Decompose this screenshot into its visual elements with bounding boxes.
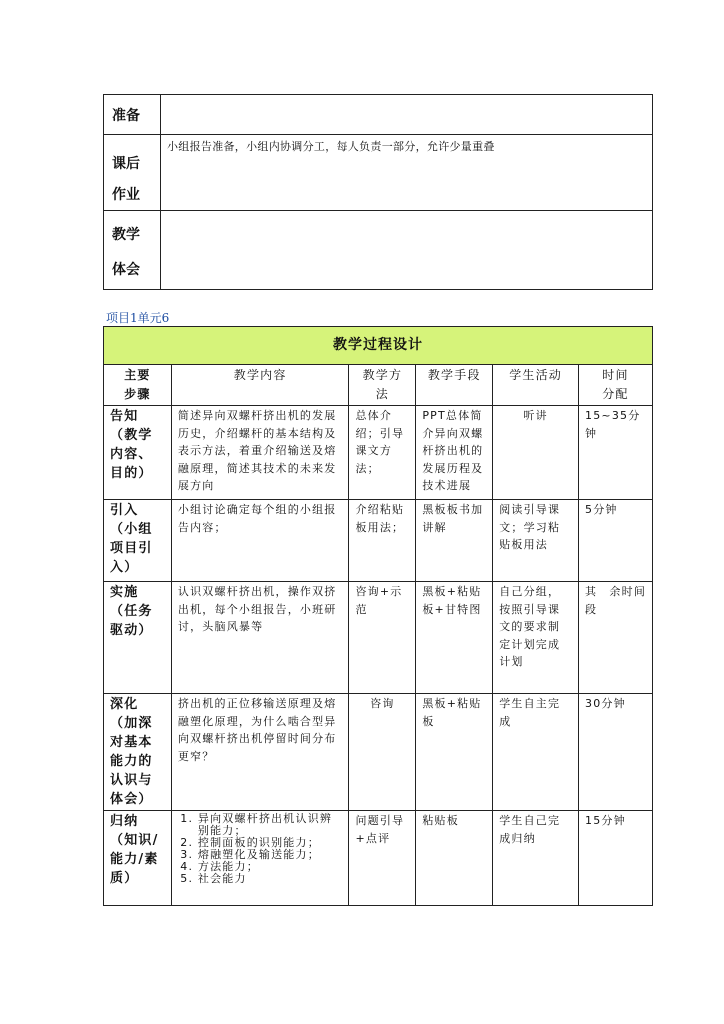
content-cell: 简述异向双螺杆挤出机的发展历史，介绍螺杆的基本结构及表示方法，着重介绍输送及熔融原理，简述其技术的未来发展方向 — [171, 406, 349, 500]
activity-cell: 学生自主完成 — [493, 694, 579, 811]
time-cell: 15~35分钟 — [579, 406, 653, 500]
abilities-list — [174, 813, 343, 885]
activity-cell: 听讲 — [493, 406, 579, 500]
header-method: 教学方 法 — [349, 365, 416, 406]
means-cell: 黑板+粘贴板+甘特图 — [416, 582, 493, 694]
means-cell: 黑板+粘贴板 — [416, 694, 493, 811]
list-item: 1. 异向双螺杆挤出机认识辨别能力； — [198, 813, 343, 837]
method-cell: 介绍粘贴板用法； — [349, 500, 416, 582]
step-cell: 深化 （加深对基本能力的认识与体会） — [104, 694, 172, 811]
table-row — [104, 500, 653, 582]
list-item: 3. 熔融塑化及输送能力； — [198, 849, 343, 861]
homework-content: 小组报告准备，小组内协调分工，每人负责一部分，允许少量重叠 — [161, 135, 653, 211]
activity-cell: 自己分组，按照引导课文的要求制定计划完成计划 — [493, 582, 579, 694]
activity-cell: 学生自己完成归纳 — [493, 811, 579, 906]
activity-cell: 阅读引导课文；学习粘贴板用法 — [493, 500, 579, 582]
prepare-content — [161, 95, 653, 135]
step-cell: 引入 （小组项目引入） — [104, 500, 172, 582]
project-label: 项目1单元6 — [106, 311, 170, 325]
step-cell: 告知 （教学内容、目的） — [104, 406, 172, 500]
method-cell: 总体介绍；引导课文方法； — [349, 406, 416, 500]
header-means: 教学手段 — [416, 365, 493, 406]
list-item: 2. 控制面板的识别能力； — [198, 837, 343, 849]
time-cell: 5分钟 — [579, 500, 653, 582]
header-content: 教学内容 — [171, 365, 349, 406]
reflection-content — [161, 211, 653, 290]
time-cell: 15分钟 — [579, 811, 653, 906]
label-homework: 课后 作业 — [104, 135, 161, 211]
label-prepare: 准备 — [104, 95, 161, 135]
method-cell: 咨询 — [349, 694, 416, 811]
table-row — [104, 582, 653, 694]
list-item: 5. 社会能力 — [198, 873, 343, 885]
abilities-cell — [171, 811, 349, 906]
header-activity: 学生活动 — [493, 365, 579, 406]
content-cell: 挤出机的正位移输送原理及熔融塑化原理，为什么啮合型异向双螺杆挤出机停留时间分布更窄？ — [171, 694, 349, 811]
homework-table — [103, 94, 653, 290]
process-title: 教学过程设计 — [104, 327, 653, 365]
time-cell: 30分钟 — [579, 694, 653, 811]
method-cell: 问题引导+点评 — [349, 811, 416, 906]
means-cell: 黑板板书加讲解 — [416, 500, 493, 582]
list-item: 4. 方法能力； — [198, 861, 343, 873]
step-cell: 归纳 （知识/能力/素质） — [104, 811, 172, 906]
label-reflection: 教学 体会 — [104, 211, 161, 290]
method-cell: 咨询+示范 — [349, 582, 416, 694]
table-row — [104, 694, 653, 811]
step-cell: 实施 （任务驱动） — [104, 582, 172, 694]
means-cell: 粘贴板 — [416, 811, 493, 906]
means-cell: PPT总体简介异向双螺杆挤出机的发展历程及技术进展 — [416, 406, 493, 500]
table-row — [104, 406, 653, 500]
process-table — [103, 326, 653, 906]
content-cell: 小组讨论确定每个组的小组报告内容； — [171, 500, 349, 582]
content-cell: 认识双螺杆挤出机，操作双挤出机，每个小组报告，小班研讨，头脑风暴等 — [171, 582, 349, 694]
header-step: 主要 步骤 — [104, 365, 172, 406]
time-cell: 其 余时间段 — [579, 582, 653, 694]
header-time: 时间 分配 — [579, 365, 653, 406]
table-row — [104, 811, 653, 906]
